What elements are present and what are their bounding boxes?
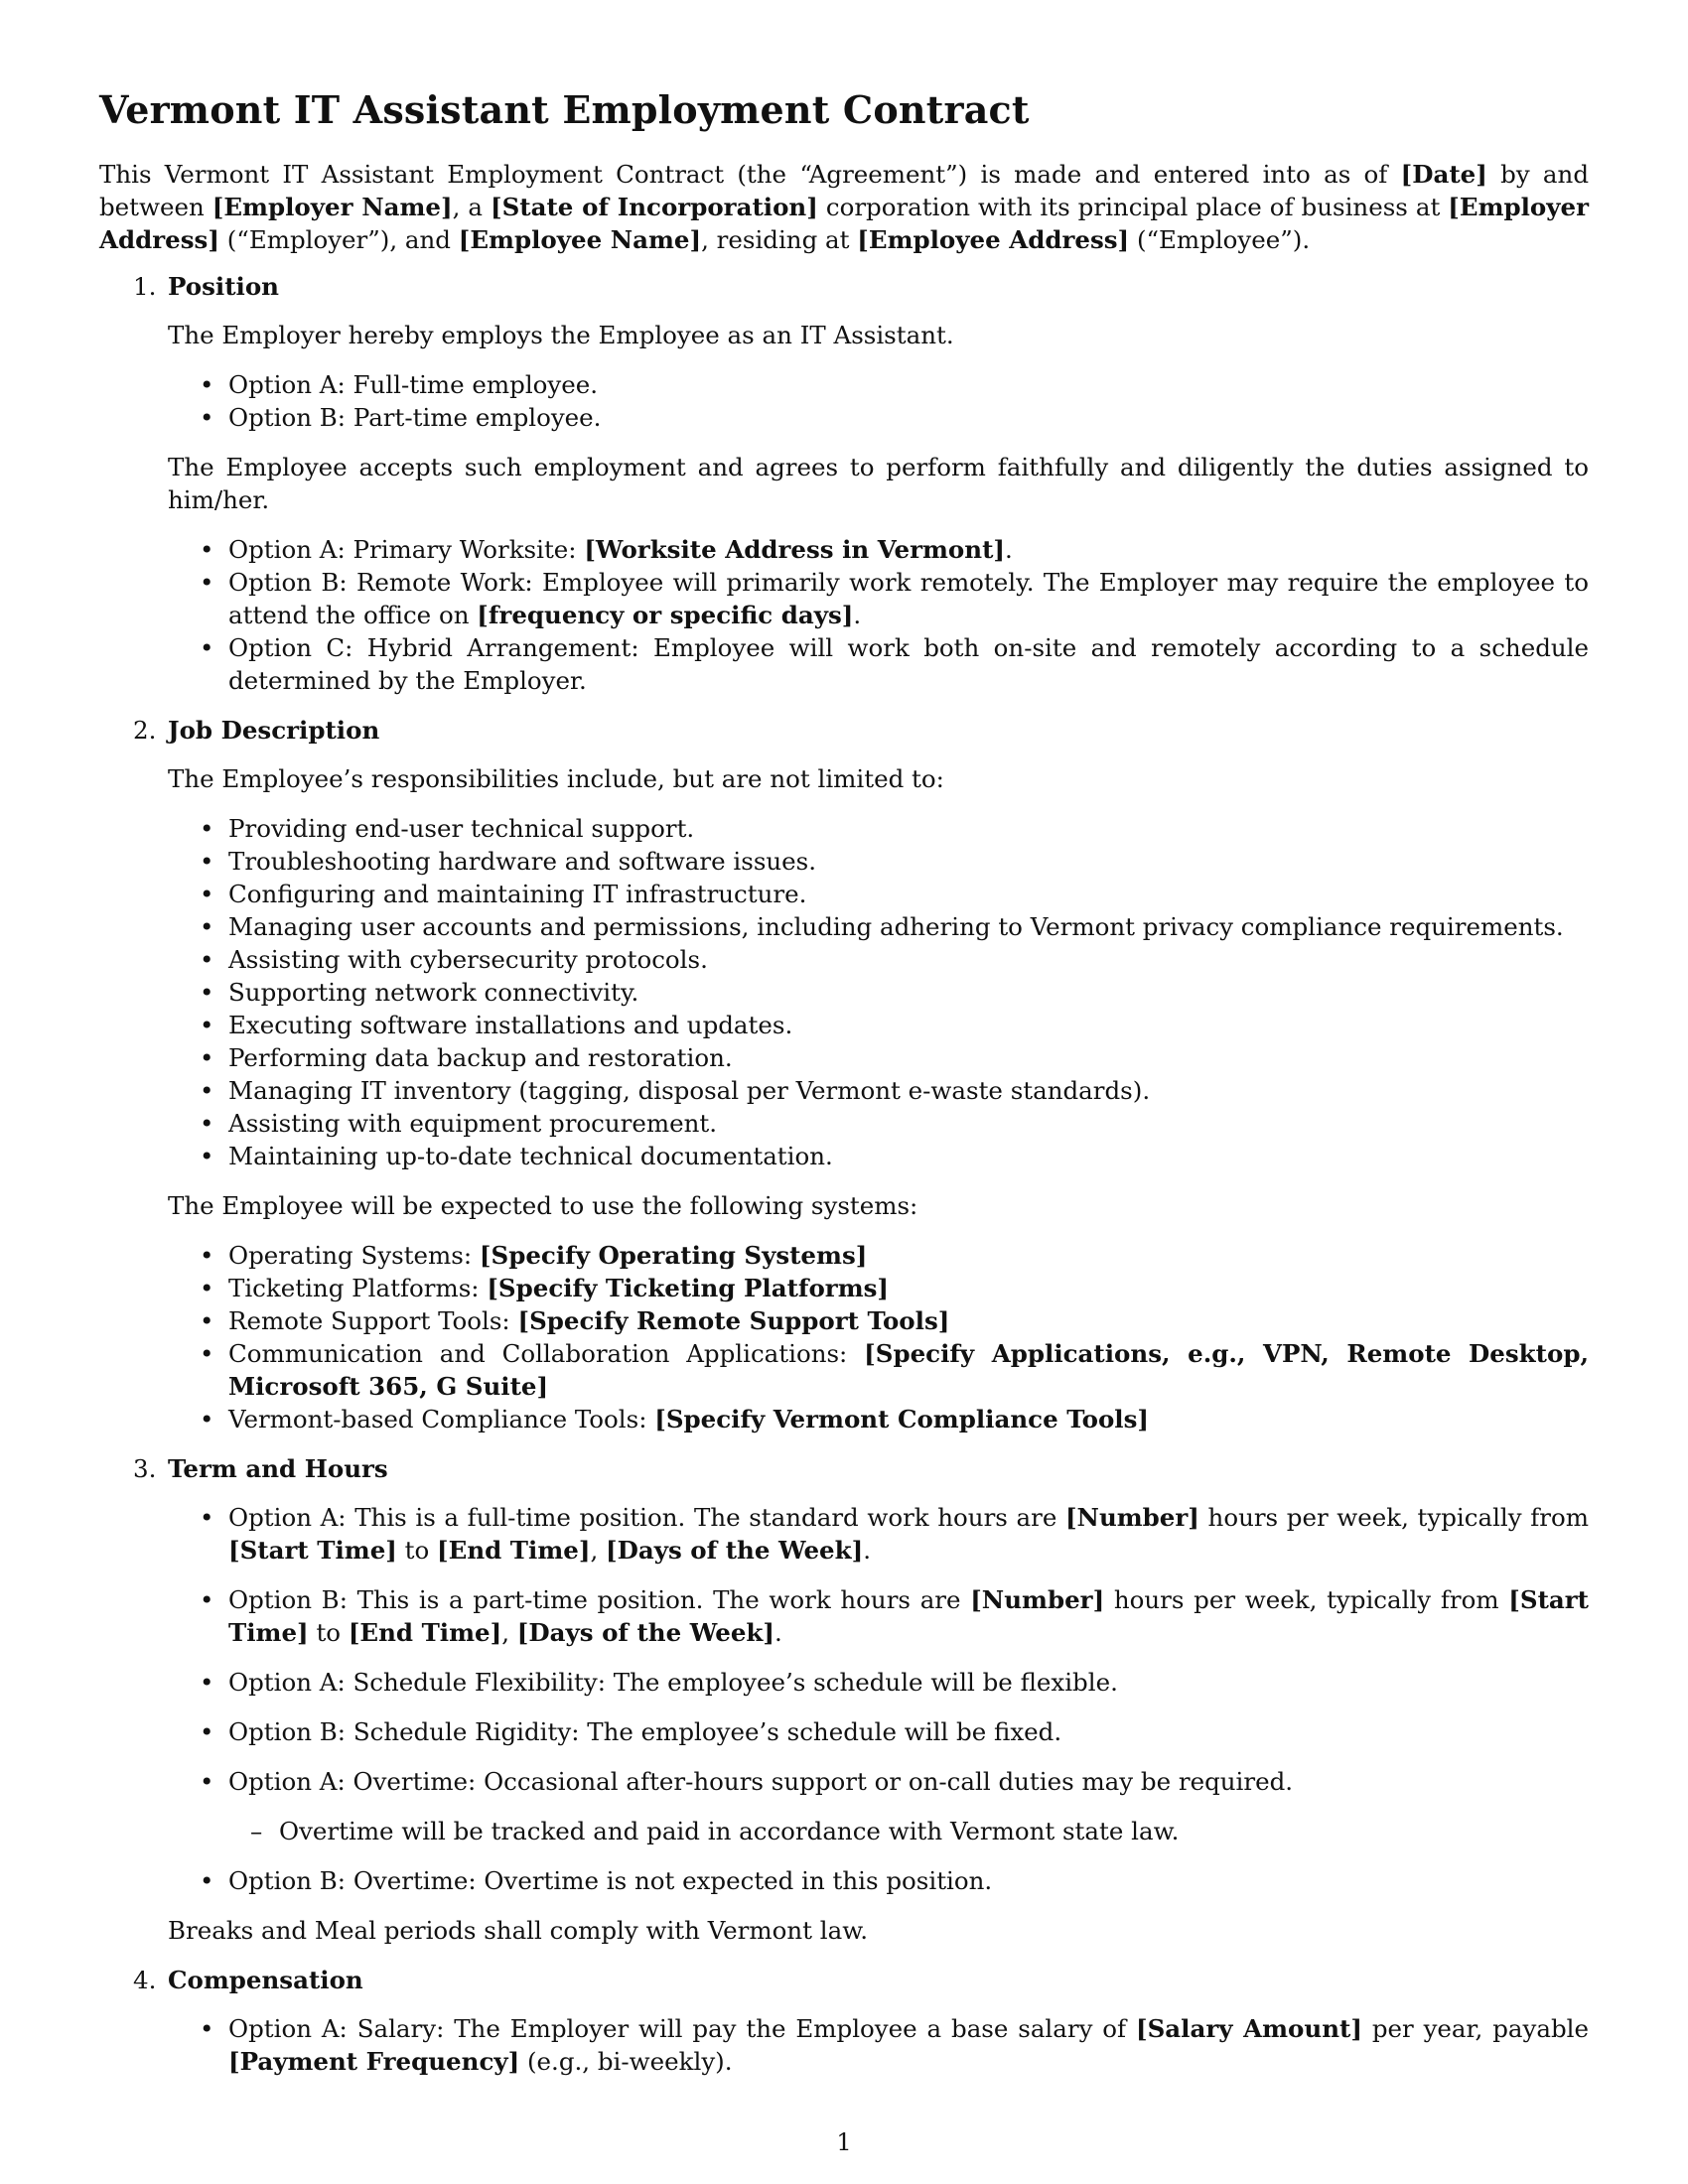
section-heading: Term and Hours [168, 1454, 388, 1483]
list-item: • Vermont-based Compliance Tools: [Specify Vermont Compliance Tools] [168, 1403, 1589, 1435]
section-number: 4. [133, 1966, 157, 1994]
employee-address-placeholder: [Employee Address] [857, 225, 1130, 254]
employment-type-options [168, 368, 1589, 434]
list-item: • Option A: Salary: The Employer will pay the Employee a base salary of [Salary Amount] per year, payable [Payment Frequency] (e.g., bi-weekly). [168, 2012, 1589, 2078]
section-heading: Position [168, 272, 279, 301]
sections-list [99, 270, 1589, 2078]
state-placeholder: [State of Incorporation] [491, 193, 818, 221]
intro-paragraph: This Vermont IT Assistant Employment Contract (the “Agreement”) is made and entered into as of [Date] by and between [Employer Name], a [State of Incorporation] corporation with its principal place of business at [Employer Address] (“Employer”), and [Employee Name], residing at [Employee Address] (“Employee”). [99, 160, 1590, 254]
paragraph: Breaks and Meal periods shall comply with Vermont law. [168, 1916, 869, 1945]
list-item: • Option B: Part-time employee. [168, 401, 1589, 434]
list-item: • Option A: Full-time employee. [168, 368, 1589, 401]
list-item: • Configuring and maintaining IT infrastructure. [168, 878, 1589, 910]
compensation-options [168, 2012, 1589, 2078]
list-item: • Supporting network connectivity. [168, 976, 1589, 1009]
employer-name-placeholder: [Employer Name] [211, 193, 453, 221]
list-item: • Option C: Hybrid Arrangement: Employee will work both on-site and remotely according to a schedule determined by the Employer. [168, 631, 1589, 697]
section-compensation [99, 1964, 1589, 2078]
section-number: 3. [133, 1454, 157, 1483]
paragraph: The Employee’s responsibilities include, but are not limited to: [168, 764, 944, 793]
page-number: 1 [836, 2128, 852, 2156]
list-item: • Option B: Schedule Rigidity: The employee’s schedule will be fixed. [168, 1715, 1589, 1748]
list-item: • Option A: Schedule Flexibility: The employee’s schedule will be flexible. [168, 1666, 1589, 1699]
document-page [99, 87, 1589, 2095]
list-item: • Performing data backup and restoration. [168, 1041, 1589, 1074]
worksite-options [168, 533, 1589, 697]
employer-address-placeholder: [Employer Address] [99, 193, 1589, 254]
paragraph: The Employee will be expected to use the following systems: [168, 1191, 918, 1220]
list-item: • Troubleshooting hardware and software issues. [168, 845, 1589, 878]
list-item: • Managing user accounts and permissions, including adhering to Vermont privacy compliance requirements. [168, 910, 1589, 943]
list-item: • Executing software installations and updates. [168, 1009, 1589, 1041]
list-item: • Ticketing Platforms: [Specify Ticketing Platforms] [168, 1272, 1589, 1304]
list-item: • Providing end-user technical support. [168, 812, 1589, 845]
list-item: • Option B: Overtime: Overtime is not expected in this position. [168, 1864, 1589, 1897]
section-number: 2. [133, 716, 157, 745]
list-item: • Option B: Remote Work: Employee will primarily work remotely. The Employer may require the employee to attend the office on [frequency or specific days]. [168, 566, 1589, 631]
list-item: • Assisting with cybersecurity protocols. [168, 943, 1589, 976]
list-item: • Maintaining up-to-date technical documentation. [168, 1140, 1589, 1172]
list-item: • Managing IT inventory (tagging, disposal per Vermont e-waste standards). [168, 1074, 1589, 1107]
section-heading: Compensation [168, 1966, 363, 1994]
duties-list [168, 812, 1589, 1172]
systems-list [168, 1239, 1589, 1435]
list-item: • Remote Support Tools: [Specify Remote Support Tools] [168, 1304, 1589, 1337]
overtime-sublist [228, 1815, 1589, 1847]
employee-name-placeholder: [Employee Name] [458, 225, 702, 254]
document-title: Vermont IT Assistant Employment Contract [99, 87, 1030, 132]
paragraph: The Employee accepts such employment and agrees to perform faithfully and diligently the duties assigned to him/her. [168, 453, 1589, 514]
list-item: • Operating Systems: [Specify Operating Systems] [168, 1239, 1589, 1272]
section-term-and-hours [99, 1452, 1589, 1947]
list-item: • Assisting with equipment procurement. [168, 1107, 1589, 1140]
list-item: • Option B: This is a part-time position. The work hours are [Number] hours per week, typically from [Start Time] to [End Time], [Days of the Week]. [168, 1583, 1589, 1649]
date-placeholder: [Date] [1400, 160, 1487, 189]
list-item: • Option A: This is a full-time position. The standard work hours are [Number] hours per week, typically from [Start Time] to [End Time], [Days of the Week]. [168, 1501, 1589, 1567]
section-heading: Job Description [168, 716, 380, 745]
list-item: • Communication and Collaboration Applications: [Specify Applications, e.g., VPN, Remote Desktop, Microsoft 365, G Suite] [168, 1337, 1589, 1403]
section-position [99, 270, 1589, 697]
term-options [168, 1501, 1589, 1897]
sub-list-item: – Overtime will be tracked and paid in accordance with Vermont state law. [228, 1815, 1589, 1847]
paragraph: The Employer hereby employs the Employee as an IT Assistant. [168, 321, 954, 349]
list-item: • Option A: Overtime: Occasional after-hours support or on-call duties may be required. – Overtime will be tracked and paid in accordance with Vermont state law. [168, 1765, 1589, 1847]
section-job-description [99, 714, 1589, 1435]
section-number: 1. [133, 272, 157, 301]
list-item: • Option A: Primary Worksite: [Worksite Address in Vermont]. [168, 533, 1589, 566]
